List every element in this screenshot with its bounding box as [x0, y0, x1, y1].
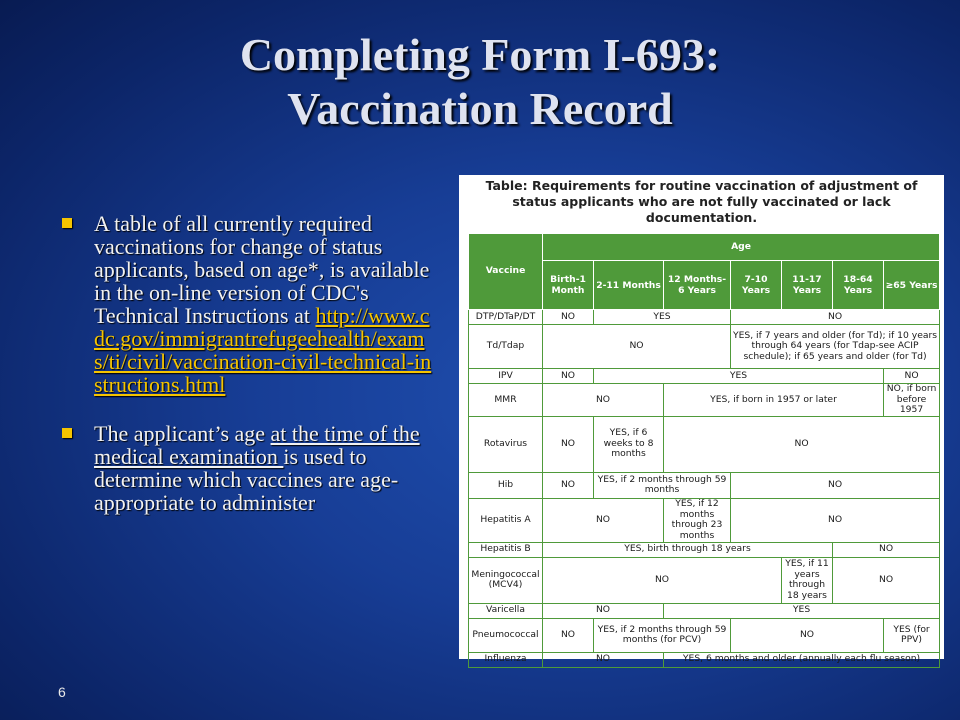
- vaccination-table: [468, 233, 940, 668]
- table-cell: NO: [543, 603, 664, 618]
- table-row: [469, 416, 940, 472]
- table-cell: NO: [543, 416, 594, 472]
- table-cell: NO: [543, 618, 594, 652]
- table-row: [469, 618, 940, 652]
- table-cell: NO: [543, 325, 731, 369]
- vaccine-name: MMR: [469, 384, 543, 417]
- table-cell: NO: [884, 369, 940, 384]
- table-cell: YES, if 2 months through 59 months (for PCV): [594, 618, 731, 652]
- vaccination-table-image: [459, 175, 944, 665]
- vaccine-name: Rotavirus: [469, 416, 543, 472]
- table-cell: YES: [594, 369, 884, 384]
- age-group-header: 7-10 Years: [731, 261, 782, 310]
- title-line-1: Completing Form I-693:: [239, 29, 721, 80]
- square-bullet-icon: [62, 218, 72, 228]
- table-row: [469, 310, 940, 325]
- table-caption: Table: Requirements for routine vaccination of adjustment of status applicants who are not fully vaccinated or lack documentation.: [485, 178, 918, 225]
- cdc-link[interactable]: http://www.cdc.gov/immigrantrefugeehealth/exams/ti/civil/vaccination-civil-technical-instructions.html: [94, 303, 432, 397]
- vaccine-name: Td/Tdap: [469, 325, 543, 369]
- bullet-underlined-text: at the time of the medical examination: [94, 421, 420, 469]
- table-cell: NO: [543, 498, 664, 542]
- table-cell: NO: [664, 416, 940, 472]
- table-cell: NO: [543, 557, 782, 603]
- age-group-header: Birth-1 Month: [543, 261, 594, 310]
- table-cell: NO: [543, 310, 594, 325]
- slide-title: [0, 28, 960, 136]
- table-cell: YES, 6 months and older (annually each flu season): [664, 652, 940, 667]
- vaccine-name: Hepatitis B: [469, 542, 543, 557]
- table-cell: YES, if 12 months through 23 months: [664, 498, 731, 542]
- slide-number: 6: [58, 684, 66, 700]
- table-cell: NO: [543, 369, 594, 384]
- table-row: [469, 603, 940, 618]
- table-cell: NO: [731, 310, 940, 325]
- vaccine-name: Pneumococcal: [469, 618, 543, 652]
- bullet-item: [58, 212, 438, 396]
- table-cell: NO, if born before 1957: [884, 384, 940, 417]
- vaccine-name: Hib: [469, 472, 543, 498]
- table-row: [469, 369, 940, 384]
- age-group-header: 2-11 Months: [594, 261, 664, 310]
- table-cell: NO: [543, 384, 664, 417]
- table-cell: NO: [833, 557, 940, 603]
- table-row: [469, 542, 940, 557]
- table-cell: YES, if 11 years through 18 years: [782, 557, 833, 603]
- bullet-list: [58, 212, 438, 540]
- age-group-header: 12 Months-6 Years: [664, 261, 731, 310]
- vaccine-name: Hepatitis A: [469, 498, 543, 542]
- square-bullet-icon: [62, 428, 72, 438]
- table-cell: YES: [664, 603, 940, 618]
- table-row: [469, 384, 940, 417]
- age-group-header: 11-17 Years: [782, 261, 833, 310]
- table-row: [469, 498, 940, 542]
- age-header: Age: [543, 234, 940, 261]
- title-line-2: Vaccination Record: [287, 83, 673, 134]
- bullet-text: is used to determine which vaccines are age-appropriate to administer: [94, 444, 399, 515]
- age-group-header: ≥65 Years: [884, 261, 940, 310]
- table-cell: NO: [731, 618, 884, 652]
- vaccine-name: Meningococcal (MCV4): [469, 557, 543, 603]
- table-cell: NO: [543, 472, 594, 498]
- table-cell: NO: [833, 542, 940, 557]
- bullet-text: A table of all currently required vaccinations for change of status applicants, based on age*, is available in the on-line version of CDC's Technical Instructions at: [94, 211, 430, 328]
- vaccine-name: Varicella: [469, 603, 543, 618]
- bullet-text: The applicant’s age: [94, 421, 271, 446]
- table-row: [469, 472, 940, 498]
- table-cell: NO: [543, 652, 664, 667]
- vaccine-name: DTP/DTaP/DT: [469, 310, 543, 325]
- vaccine-name: Influenza: [469, 652, 543, 667]
- table-row: [469, 325, 940, 369]
- vaccine-header: Vaccine: [469, 234, 543, 310]
- table-cell: NO: [731, 498, 940, 542]
- table-cell: YES, if 2 months through 59 months: [594, 472, 731, 498]
- bullet-item: [58, 422, 438, 514]
- vaccine-name: IPV: [469, 369, 543, 384]
- table-row: [469, 652, 940, 667]
- age-group-header: 18-64 Years: [833, 261, 884, 310]
- table-row: [469, 557, 940, 603]
- table-cell: YES, birth through 18 years: [543, 542, 833, 557]
- table-cell: YES (for PPV): [884, 618, 940, 652]
- table-cell: YES: [594, 310, 731, 325]
- table-cell: YES, if 6 weeks to 8 months: [594, 416, 664, 472]
- table-cell: YES, if born in 1957 or later: [664, 384, 884, 417]
- table-cell: NO: [731, 472, 940, 498]
- table-cell: YES, if 7 years and older (for Td); if 10 years through 64 years (for Tdap-see ACIP schedule); if 65 years and older (for Td): [731, 325, 940, 369]
